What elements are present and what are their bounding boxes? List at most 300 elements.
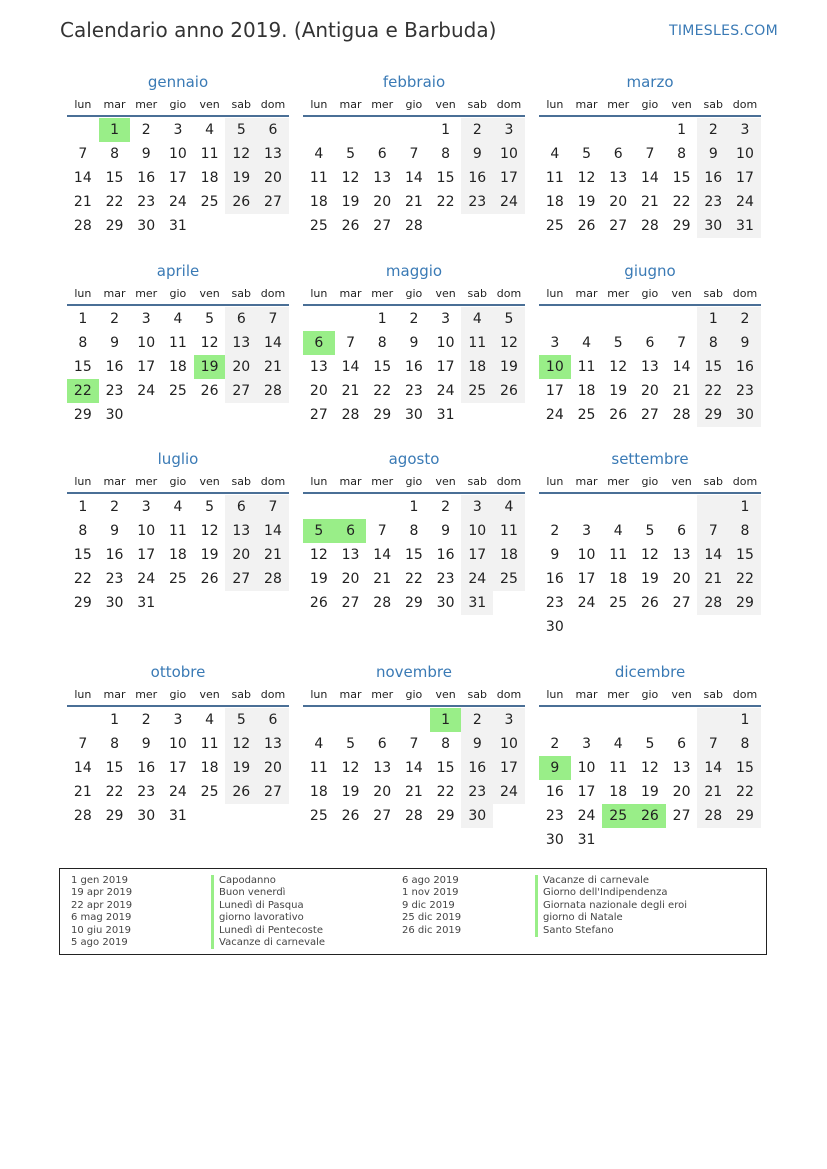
weekday-label: lun xyxy=(74,286,92,300)
day-cell: 26 xyxy=(341,218,360,234)
day-cell: 25 xyxy=(309,218,328,234)
day-cell: 29 xyxy=(73,407,92,423)
day-cell: 22 xyxy=(672,194,691,210)
empty-day-cell xyxy=(666,495,698,519)
day-cell: 16 xyxy=(105,547,124,563)
day-cell: 17 xyxy=(137,359,156,375)
day-cell: 9 xyxy=(550,547,560,563)
weekday-header xyxy=(303,470,525,494)
weekday-label: sab xyxy=(231,474,252,488)
day-cell: 6 xyxy=(377,146,387,162)
day-cell: 17 xyxy=(168,760,187,776)
day-cell: 31 xyxy=(436,407,455,423)
holiday-day-cell: 9 xyxy=(539,756,571,780)
empty-day-cell xyxy=(666,708,698,732)
weekday-label: mer xyxy=(135,687,158,701)
day-cell: 25 xyxy=(309,808,328,824)
legend-dates-col-2 xyxy=(402,875,461,937)
month-name: luglio xyxy=(157,450,199,468)
page-title: Calendario anno 2019. (Antigua e Barbuda) xyxy=(60,18,497,42)
weekday-label: mar xyxy=(103,286,126,300)
day-cell: 26 xyxy=(200,383,219,399)
weekday-header xyxy=(303,93,525,117)
weekday-label: gio xyxy=(641,97,659,111)
day-cell: 27 xyxy=(225,567,257,591)
day-cell: 10 xyxy=(168,736,187,752)
weekday-label: lun xyxy=(310,286,328,300)
day-cell: 17 xyxy=(493,756,525,780)
day-cell: 19 xyxy=(640,571,659,587)
day-cell: 22 xyxy=(729,780,761,804)
day-cell: 24 xyxy=(137,571,156,587)
weekday-label: gio xyxy=(405,286,423,300)
day-cell: 8 xyxy=(78,335,88,351)
weekday-label: dom xyxy=(732,687,758,701)
weekday-label: mer xyxy=(607,474,630,488)
day-cell: 6 xyxy=(613,146,623,162)
day-cell: 23 xyxy=(461,190,493,214)
holiday-day-cell: 22 xyxy=(67,379,99,403)
day-cell: 3 xyxy=(173,122,183,138)
day-cell: 11 xyxy=(168,523,187,539)
weekday-label: lun xyxy=(310,97,328,111)
weekday-header xyxy=(67,683,289,707)
brand-logo[interactable]: TIMESLES.COM xyxy=(669,23,778,39)
month-novembre xyxy=(303,663,525,828)
weekday-label: mar xyxy=(339,687,362,701)
legend-date: 22 apr 2019 xyxy=(71,899,133,911)
weekday-label: lun xyxy=(74,687,92,701)
day-cell: 29 xyxy=(105,218,124,234)
month-name: dicembre xyxy=(614,663,686,681)
day-cell: 7 xyxy=(257,495,289,519)
day-cell: 24 xyxy=(545,407,564,423)
day-cell: 26 xyxy=(577,218,596,234)
day-cell: 4 xyxy=(205,712,215,728)
day-cell: 14 xyxy=(341,359,360,375)
day-cell: 14 xyxy=(404,760,423,776)
day-cell: 26 xyxy=(225,780,257,804)
day-cell: 21 xyxy=(373,571,392,587)
day-cell: 1 xyxy=(110,712,119,728)
empty-day-cell xyxy=(303,708,335,732)
day-cell: 3 xyxy=(141,311,151,327)
day-cell: 6 xyxy=(377,736,387,752)
empty-day-cell xyxy=(634,708,666,732)
month-name: marzo xyxy=(626,73,674,91)
day-cell: 28 xyxy=(73,218,92,234)
weekday-label: sab xyxy=(231,687,252,701)
day-cell: 12 xyxy=(640,760,659,776)
day-cell: 30 xyxy=(105,595,124,611)
weekday-label: gio xyxy=(169,687,187,701)
empty-day-cell xyxy=(398,118,430,142)
day-cell: 18 xyxy=(168,547,187,563)
day-cell: 17 xyxy=(729,166,761,190)
day-cell: 8 xyxy=(441,736,451,752)
day-cell: 12 xyxy=(341,760,360,776)
weekday-label: sab xyxy=(467,474,488,488)
day-cell: 5 xyxy=(645,523,655,539)
empty-day-cell xyxy=(335,118,367,142)
weekday-label: mar xyxy=(575,286,598,300)
day-cell: 2 xyxy=(141,712,151,728)
weekday-label: gio xyxy=(405,474,423,488)
weekday-label: gio xyxy=(641,474,659,488)
day-cell: 27 xyxy=(341,595,360,611)
day-cell: 26 xyxy=(200,571,219,587)
day-cell: 11 xyxy=(309,170,328,186)
day-cell: 27 xyxy=(672,808,691,824)
empty-day-cell xyxy=(539,118,571,142)
day-cell: 22 xyxy=(105,784,124,800)
day-cell: 30 xyxy=(404,407,423,423)
day-cell: 13 xyxy=(373,760,392,776)
day-cell: 20 xyxy=(341,571,360,587)
day-cell: 24 xyxy=(436,383,455,399)
day-cell: 17 xyxy=(137,547,156,563)
day-cell: 13 xyxy=(373,170,392,186)
month-name: novembre xyxy=(376,663,452,681)
empty-day-cell xyxy=(303,307,335,331)
month-giugno xyxy=(539,262,761,427)
day-cell: 4 xyxy=(314,736,324,752)
day-cell: 4 xyxy=(205,122,215,138)
day-cell: 8 xyxy=(729,732,761,756)
day-cell: 24 xyxy=(168,784,187,800)
weekday-label: mar xyxy=(103,687,126,701)
empty-day-cell xyxy=(602,118,634,142)
legend-names-col-1 xyxy=(211,875,325,949)
day-cell: 30 xyxy=(461,804,493,828)
month-name: gennaio xyxy=(147,73,209,91)
day-cell: 11 xyxy=(609,547,628,563)
weekday-label: ven xyxy=(435,286,456,300)
day-cell: 1 xyxy=(441,122,451,138)
day-cell: 2 xyxy=(110,311,119,327)
day-cell: 13 xyxy=(257,142,289,166)
day-cell: 21 xyxy=(697,780,729,804)
legend-date: 1 gen 2019 xyxy=(71,875,129,886)
month-luglio xyxy=(67,450,289,615)
day-cell: 1 xyxy=(377,311,387,327)
day-cell: 27 xyxy=(672,595,691,611)
day-cell: 28 xyxy=(257,379,289,403)
weekday-header xyxy=(539,282,761,306)
day-cell: 19 xyxy=(200,547,219,563)
day-cell: 31 xyxy=(137,595,156,611)
day-cell: 18 xyxy=(461,355,493,379)
day-cell: 21 xyxy=(672,383,691,399)
day-cell: 5 xyxy=(645,736,655,752)
day-cell: 8 xyxy=(697,331,729,355)
day-cell: 29 xyxy=(729,591,761,615)
holiday-day-cell: 10 xyxy=(539,355,571,379)
day-cell: 8 xyxy=(377,335,387,351)
day-grid xyxy=(303,306,525,427)
day-cell: 21 xyxy=(73,194,92,210)
day-cell: 16 xyxy=(461,166,493,190)
day-cell: 12 xyxy=(200,523,219,539)
day-cell: 2 xyxy=(461,708,493,732)
day-cell: 4 xyxy=(173,311,183,327)
weekday-header xyxy=(539,470,761,494)
weekday-label: sab xyxy=(703,687,724,701)
day-cell: 11 xyxy=(577,359,596,375)
day-cell: 18 xyxy=(545,194,564,210)
empty-day-cell xyxy=(571,307,603,331)
day-cell: 7 xyxy=(377,523,387,539)
day-cell: 18 xyxy=(168,359,187,375)
day-cell: 20 xyxy=(257,756,289,780)
day-cell: 12 xyxy=(609,359,628,375)
day-cell: 21 xyxy=(257,355,289,379)
day-cell: 13 xyxy=(672,760,691,776)
legend-holiday-name: giorno lavorativo xyxy=(211,912,325,924)
day-cell: 19 xyxy=(577,194,596,210)
day-cell: 23 xyxy=(545,808,564,824)
weekday-label: dom xyxy=(732,474,758,488)
day-cell: 24 xyxy=(577,595,596,611)
weekday-label: mer xyxy=(135,474,158,488)
day-cell: 16 xyxy=(545,784,564,800)
day-cell: 5 xyxy=(205,499,215,515)
day-cell: 12 xyxy=(225,732,257,756)
day-cell: 25 xyxy=(200,784,219,800)
day-cell: 9 xyxy=(461,142,493,166)
day-cell: 4 xyxy=(550,146,560,162)
day-cell: 29 xyxy=(373,407,392,423)
day-cell: 18 xyxy=(200,170,219,186)
day-cell: 16 xyxy=(729,355,761,379)
day-cell: 13 xyxy=(309,359,328,375)
empty-day-cell xyxy=(335,708,367,732)
day-cell: 20 xyxy=(309,383,328,399)
day-cell: 14 xyxy=(257,331,289,355)
month-ottobre xyxy=(67,663,289,828)
day-cell: 15 xyxy=(436,760,455,776)
day-cell: 4 xyxy=(173,499,183,515)
holiday-day-cell: 1 xyxy=(430,708,462,732)
day-cell: 16 xyxy=(404,359,423,375)
month-aprile xyxy=(67,262,289,427)
day-cell: 16 xyxy=(697,166,729,190)
day-grid xyxy=(539,707,761,852)
weekday-label: gio xyxy=(169,286,187,300)
day-cell: 19 xyxy=(493,355,525,379)
month-maggio xyxy=(303,262,525,427)
day-cell: 15 xyxy=(672,170,691,186)
day-cell: 25 xyxy=(461,379,493,403)
empty-day-cell xyxy=(303,118,335,142)
legend-date: 6 ago 2019 xyxy=(402,875,459,886)
day-cell: 21 xyxy=(404,194,423,210)
day-cell: 3 xyxy=(441,311,451,327)
day-cell: 26 xyxy=(609,407,628,423)
weekday-label: mer xyxy=(371,286,394,300)
weekday-label: sab xyxy=(703,474,724,488)
weekday-label: ven xyxy=(199,474,220,488)
day-cell: 11 xyxy=(168,335,187,351)
legend-date: 25 dic 2019 xyxy=(402,912,462,924)
day-cell: 28 xyxy=(73,808,92,824)
weekday-label: mar xyxy=(575,97,598,111)
month-dicembre xyxy=(539,663,761,852)
day-cell: 20 xyxy=(373,194,392,210)
day-cell: 14 xyxy=(672,359,691,375)
day-cell: 1 xyxy=(78,499,88,515)
legend-holiday-name: Lunedì di Pasqua xyxy=(211,900,325,912)
day-cell: 7 xyxy=(697,732,729,756)
day-cell: 4 xyxy=(461,307,493,331)
day-grid xyxy=(67,117,289,238)
empty-day-cell xyxy=(303,495,335,519)
day-cell: 19 xyxy=(341,784,360,800)
day-cell: 26 xyxy=(309,595,328,611)
day-cell: 11 xyxy=(200,146,219,162)
day-cell: 9 xyxy=(141,736,151,752)
day-cell: 9 xyxy=(409,335,419,351)
legend-holiday-name: Buon venerdì xyxy=(211,887,325,899)
day-grid xyxy=(303,494,525,615)
day-cell: 20 xyxy=(609,194,628,210)
day-cell: 21 xyxy=(73,784,92,800)
weekday-label: mer xyxy=(607,97,630,111)
day-cell: 17 xyxy=(461,543,493,567)
day-cell: 7 xyxy=(645,146,655,162)
weekday-header xyxy=(67,93,289,117)
day-cell: 10 xyxy=(577,547,596,563)
day-cell: 29 xyxy=(105,808,124,824)
day-cell: 8 xyxy=(409,523,419,539)
day-cell: 1 xyxy=(729,708,761,732)
day-cell: 6 xyxy=(677,523,687,539)
day-cell: 18 xyxy=(577,383,596,399)
day-cell: 19 xyxy=(225,166,257,190)
holiday-day-cell: 6 xyxy=(335,519,367,543)
day-cell: 12 xyxy=(225,142,257,166)
day-cell: 14 xyxy=(73,760,92,776)
day-cell: 20 xyxy=(373,784,392,800)
empty-day-cell xyxy=(666,307,698,331)
empty-day-cell xyxy=(67,118,99,142)
day-cell: 2 xyxy=(441,499,451,515)
day-cell: 9 xyxy=(461,732,493,756)
day-cell: 7 xyxy=(697,519,729,543)
day-cell: 3 xyxy=(550,335,560,351)
day-cell: 18 xyxy=(493,543,525,567)
day-grid xyxy=(303,707,525,828)
day-cell: 16 xyxy=(461,756,493,780)
day-cell: 1 xyxy=(677,122,687,138)
day-cell: 2 xyxy=(729,307,761,331)
weekday-label: dom xyxy=(732,97,758,111)
day-cell: 14 xyxy=(697,543,729,567)
day-cell: 24 xyxy=(493,190,525,214)
day-cell: 5 xyxy=(346,736,355,752)
day-cell: 7 xyxy=(677,335,687,351)
day-cell: 6 xyxy=(225,307,257,331)
empty-day-cell xyxy=(398,708,430,732)
day-cell: 4 xyxy=(493,495,525,519)
day-cell: 6 xyxy=(257,118,289,142)
day-cell: 31 xyxy=(729,214,761,238)
day-cell: 15 xyxy=(373,359,392,375)
day-cell: 25 xyxy=(168,383,187,399)
weekday-label: ven xyxy=(671,687,692,701)
day-cell: 29 xyxy=(697,403,729,427)
day-cell: 8 xyxy=(110,146,119,162)
day-cell: 29 xyxy=(73,595,92,611)
day-cell: 11 xyxy=(493,519,525,543)
legend-date: 19 apr 2019 xyxy=(71,887,133,899)
day-cell: 3 xyxy=(173,712,183,728)
day-grid xyxy=(67,494,289,615)
day-cell: 10 xyxy=(137,523,156,539)
day-cell: 10 xyxy=(436,335,455,351)
day-cell: 4 xyxy=(613,736,623,752)
day-cell: 21 xyxy=(257,543,289,567)
legend-holiday-name: Giornata nazionale degli eroi xyxy=(535,900,687,912)
day-cell: 14 xyxy=(697,756,729,780)
day-cell: 3 xyxy=(141,499,151,515)
day-cell: 30 xyxy=(697,214,729,238)
legend-holiday-name: Vacanze di carnevale xyxy=(211,937,325,949)
month-name: aprile xyxy=(156,262,200,280)
weekday-label: mer xyxy=(607,687,630,701)
weekday-label: sab xyxy=(703,97,724,111)
day-cell: 29 xyxy=(672,218,691,234)
empty-day-cell xyxy=(634,118,666,142)
weekday-label: gio xyxy=(169,97,187,111)
day-cell: 17 xyxy=(545,383,564,399)
day-cell: 25 xyxy=(545,218,564,234)
empty-day-cell xyxy=(335,495,367,519)
day-cell: 9 xyxy=(110,335,119,351)
day-cell: 10 xyxy=(137,335,156,351)
weekday-label: mar xyxy=(103,474,126,488)
day-cell: 21 xyxy=(697,567,729,591)
holiday-day-cell: 6 xyxy=(303,331,335,355)
day-cell: 28 xyxy=(697,804,729,828)
day-cell: 10 xyxy=(493,142,525,166)
weekday-label: mer xyxy=(371,97,394,111)
day-cell: 14 xyxy=(73,170,92,186)
weekday-header xyxy=(303,282,525,306)
holiday-legend xyxy=(59,868,767,955)
empty-day-cell xyxy=(67,708,99,732)
weekday-label: mer xyxy=(607,286,630,300)
day-cell: 11 xyxy=(200,736,219,752)
day-cell: 9 xyxy=(729,331,761,355)
day-cell: 23 xyxy=(729,379,761,403)
day-cell: 1 xyxy=(409,499,419,515)
day-cell: 24 xyxy=(577,808,596,824)
day-cell: 9 xyxy=(110,523,119,539)
day-cell: 25 xyxy=(200,194,219,210)
day-cell: 2 xyxy=(141,122,151,138)
day-cell: 4 xyxy=(314,146,324,162)
day-cell: 23 xyxy=(545,595,564,611)
day-cell: 15 xyxy=(729,756,761,780)
day-cell: 7 xyxy=(78,736,88,752)
day-cell: 30 xyxy=(545,832,564,848)
empty-day-cell xyxy=(571,495,603,519)
day-cell: 23 xyxy=(697,190,729,214)
day-cell: 6 xyxy=(677,736,687,752)
day-cell: 12 xyxy=(341,170,360,186)
weekday-header xyxy=(303,683,525,707)
